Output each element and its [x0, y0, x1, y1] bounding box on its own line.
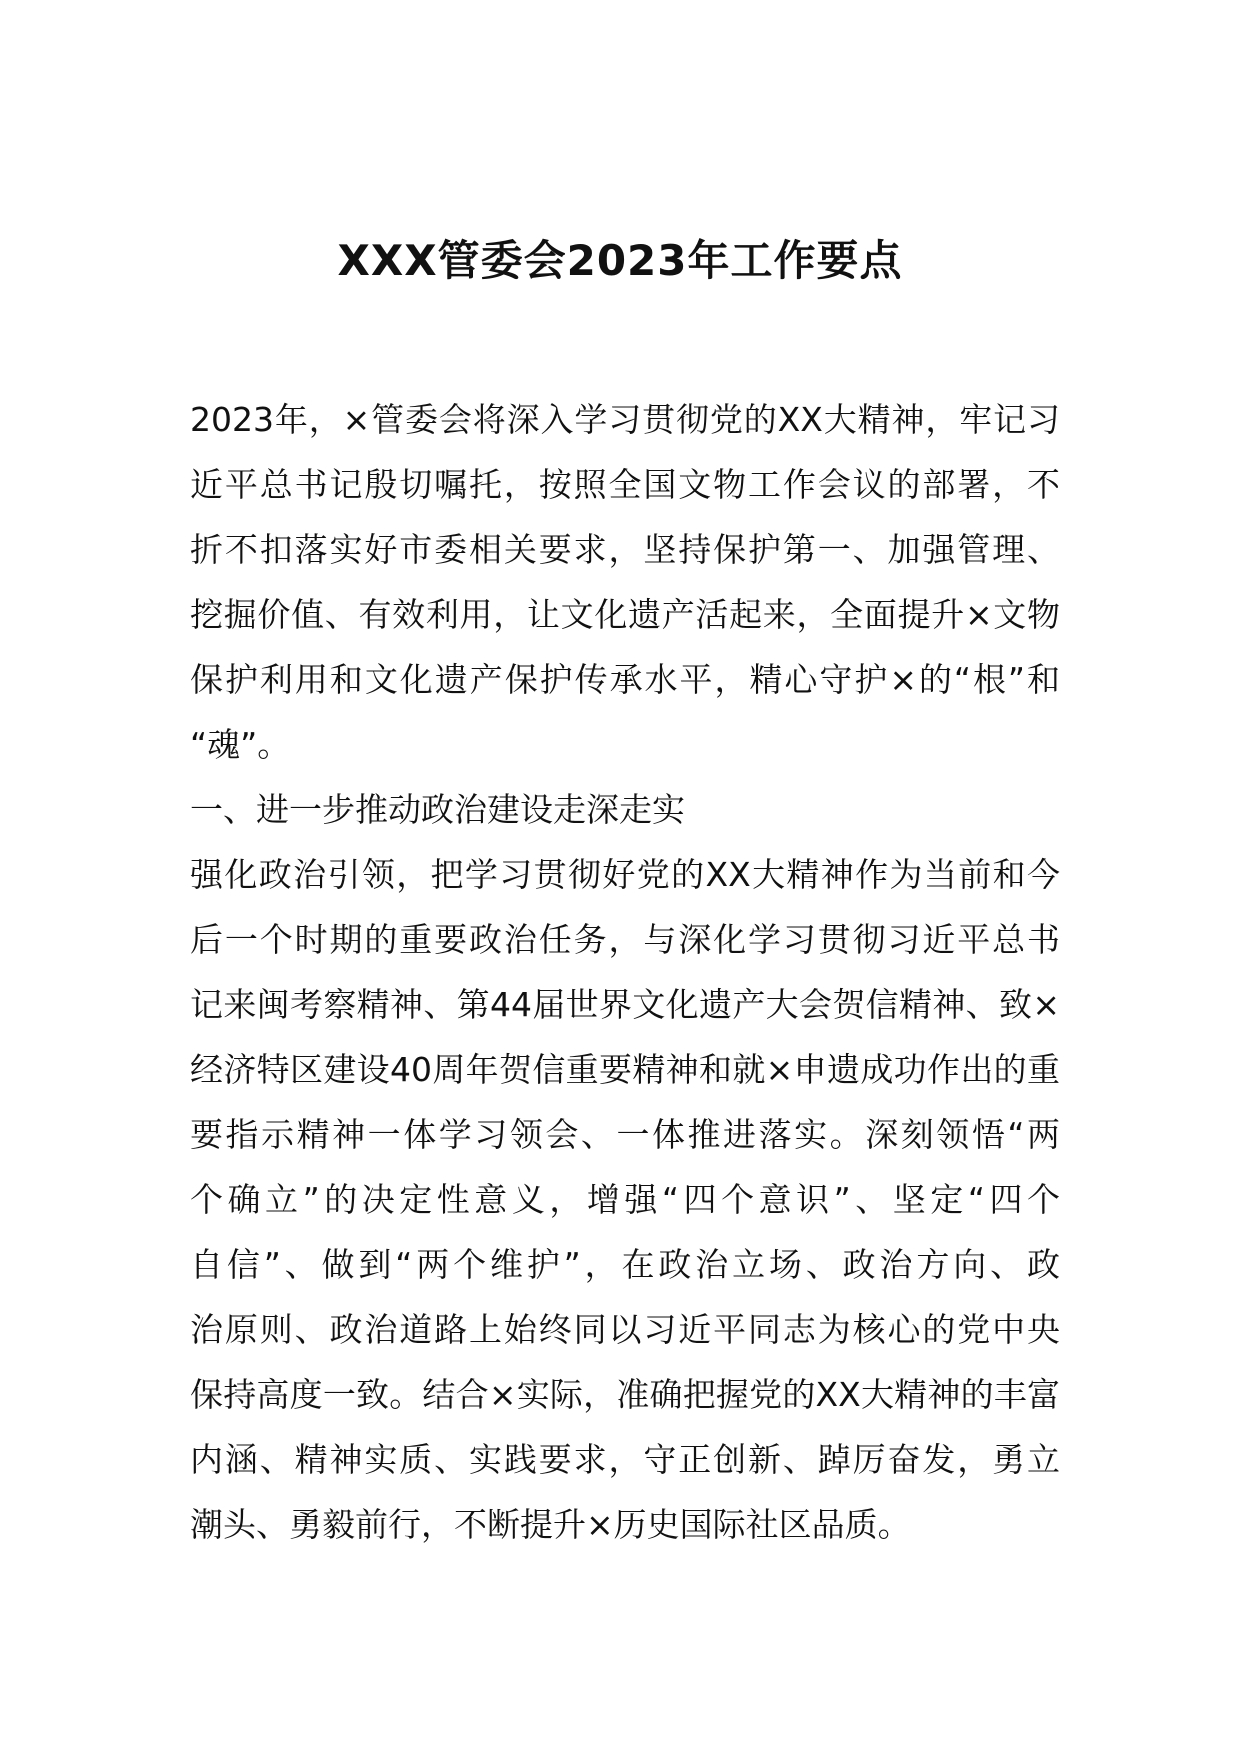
text-line: 内涵、精神实质、实践要求，守正创新、踔厉奋发，勇立: [190, 1440, 1060, 1479]
text-line: 要指示精神一体学习领会、一体推进落实。深刻领悟“两: [190, 1115, 1060, 1154]
text-line: 自信”、做到“两个维护”，在政治立场、政治方向、政: [190, 1245, 1060, 1284]
text-line: 治原则、政治道路上始终同以习近平同志为核心的党中央: [190, 1310, 1060, 1349]
document-title: XXX管委会2023年工作要点: [337, 236, 903, 286]
text-line: 挖掘价值、有效利用，让文化遗产活起来，全面提升×文物: [190, 595, 1060, 634]
text-line: “魂”。: [190, 725, 291, 764]
text-line: 个确立”的决定性意义，增强“四个意识”、坚定“四个: [190, 1180, 1060, 1219]
text-line: 潮头、勇毅前行，不断提升×历史国际社区品质。: [190, 1505, 911, 1544]
text-line: 保持高度一致。结合×实际，准确把握党的XX大精神的丰富: [190, 1375, 1060, 1414]
text-line: 保护利用和文化遗产保护传承水平，精心守护×的“根”和: [190, 660, 1060, 699]
section-heading: [190, 777, 1060, 842]
text-line: 2023年，×管委会将深入学习贯彻党的XX大精神，牢记习: [190, 400, 1060, 439]
text-line: 后一个时期的重要政治任务，与深化学习贯彻习近平总书: [190, 920, 1060, 959]
text-line: 经济特区建设40周年贺信重要精神和就×申遗成功作出的重: [190, 1050, 1060, 1089]
text-line: 折不扣落实好市委相关要求，坚持保护第一、加强管理、: [190, 530, 1060, 569]
intro-paragraph: [190, 387, 1060, 777]
section-heading-text: 一、进一步推动政治建设走深走实: [190, 790, 685, 829]
text-line: 记来闽考察精神、第44届世界文化遗产大会贺信精神、致×: [190, 985, 1060, 1024]
text-line: 强化政治引领，把学习贯彻好党的XX大精神作为当前和今: [190, 855, 1060, 894]
text-line: 近平总书记殷切嘱托，按照全国文物工作会议的部署，不: [190, 465, 1060, 504]
section-paragraph: [190, 842, 1060, 1557]
